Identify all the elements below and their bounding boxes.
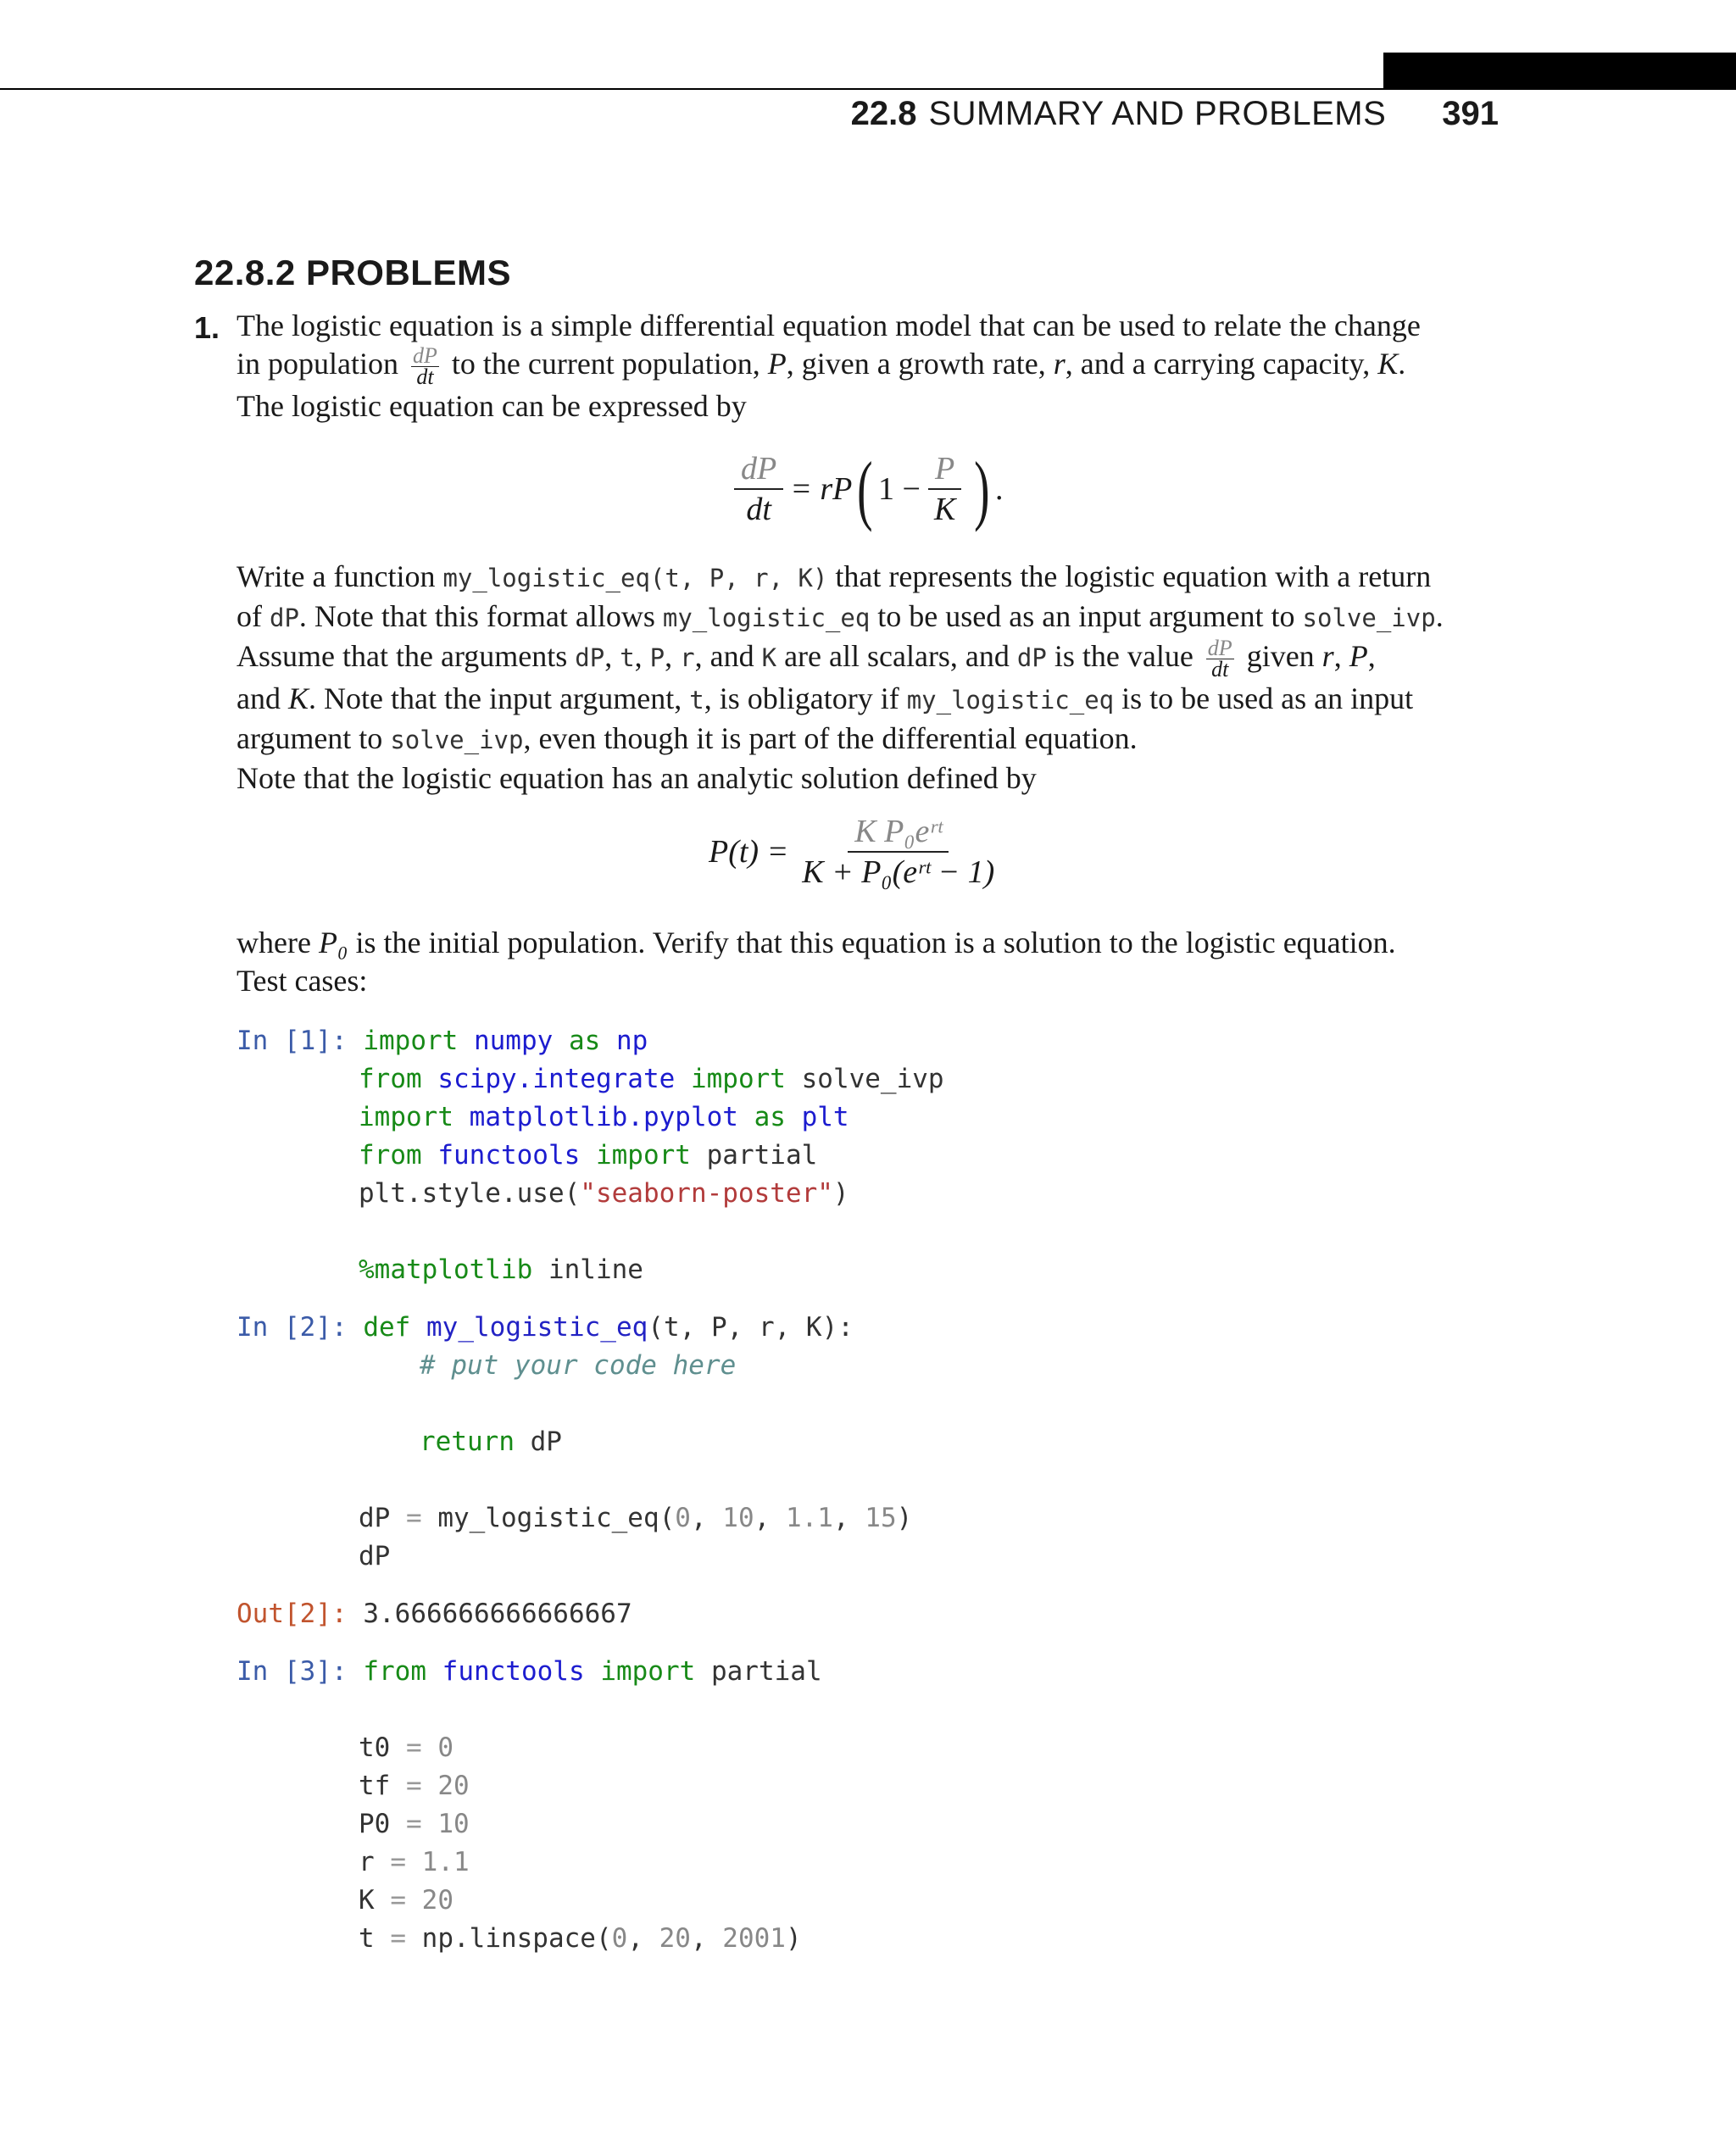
section-number: 22.8	[850, 95, 917, 132]
problem-intro	[236, 307, 1500, 425]
in-prompt-2: In [2]:	[236, 1312, 348, 1343]
problem-after	[236, 924, 1500, 1000]
code-line: K = 20	[359, 1885, 453, 1916]
after-line-1: where P₀ is the initial population. Verify that this equation is a solution to the logistic equation.	[236, 926, 1396, 959]
body-line-2: of dP. Note that this format allows my_logistic_eq to be used as an input argument to solve_ivp.	[236, 599, 1444, 633]
code-line: t = np.linspace(0, 20, 2001)	[359, 1923, 802, 1954]
body-line-1: Write a function my_logistic_eq(t, P, r, K) that represents the logistic equation with a return	[236, 559, 1432, 593]
code-line: t0 = 0	[359, 1732, 454, 1763]
intro-line-1: The logistic equation is a simple differential equation model that can be used to relate the change	[236, 309, 1421, 342]
body-line-4: and K. Note that the input argument, t, is obligatory if my_logistic_eq is to be used as an input	[236, 681, 1414, 716]
problem-number: 1.	[194, 310, 220, 345]
after-line-2: Test cases:	[236, 964, 368, 998]
code-comment: # put your code here	[420, 1350, 737, 1381]
code-line: from scipy.integrate import solve_ivp	[359, 1064, 944, 1094]
code-line: In [3]: from functools import partial	[236, 1656, 822, 1687]
intro-line-2: in population $\frac{dP}{dt}$ to the current population, P, given a growth rate, r, and a carrying capacity, K.	[236, 343, 1406, 390]
section-heading: 22.8.2 PROBLEMS	[194, 253, 511, 292]
analytic-solution-equation: P(t) = $\frac{\text{K P₀eʳᵗ}}{\text{K + P₀(eʳᵗ − 1)}}$	[709, 814, 995, 890]
in-prompt-3: In [3]:	[236, 1656, 348, 1687]
body-line-6: Note that the logistic equation has an analytic solution defined by	[236, 761, 1037, 796]
out-prompt-2: Out[2]:	[236, 1599, 348, 1629]
code-line: %matplotlib inline	[359, 1254, 643, 1285]
code-line: dP	[359, 1541, 391, 1571]
running-header	[851, 95, 1499, 137]
code-line: from functools import partial	[359, 1140, 818, 1171]
code-line: plt.style.use("seaborn-poster")	[359, 1178, 849, 1209]
header-rule	[0, 88, 1736, 90]
code-line: dP = my_logistic_eq(0, 10, 1.1, 15)	[359, 1503, 913, 1533]
code-line: r = 1.1	[359, 1847, 470, 1877]
code-line: return dP	[420, 1426, 562, 1457]
page-number: 391	[1442, 95, 1499, 132]
code-line: In [2]: def my_logistic_eq(t, P, r, K):	[236, 1312, 854, 1343]
code-output: Out[2]: 3.666666666666667	[236, 1599, 632, 1629]
code-line: tf = 20	[359, 1771, 470, 1801]
header-black-bar	[1383, 53, 1736, 88]
dp-dt-fraction: $\frac{dP}{dt}$	[413, 343, 437, 390]
intro-line-3: The logistic equation can be expressed by	[236, 389, 747, 424]
body-line-3: Assume that the arguments dP, t, P, r, and K are all scalars, and dP is the value $\frac{dP}{dt}$ given r, P,	[236, 636, 1376, 682]
code-line: In [1]: import numpy as np	[236, 1026, 648, 1056]
section-title: SUMMARY AND PROBLEMS	[928, 95, 1387, 132]
body-line-5: argument to solve_ivp, even though it is part of the differential equation.	[236, 721, 1138, 756]
logistic-equation: $\frac{dP}{dt}$ = rP ( 1 − $\frac{P}{K}$ ) .	[727, 449, 1003, 529]
problem-body	[236, 558, 1500, 798]
code-line: P0 = 10	[359, 1809, 470, 1839]
code-line: import matplotlib.pyplot as plt	[359, 1102, 849, 1132]
in-prompt-1: In [1]:	[236, 1026, 348, 1056]
